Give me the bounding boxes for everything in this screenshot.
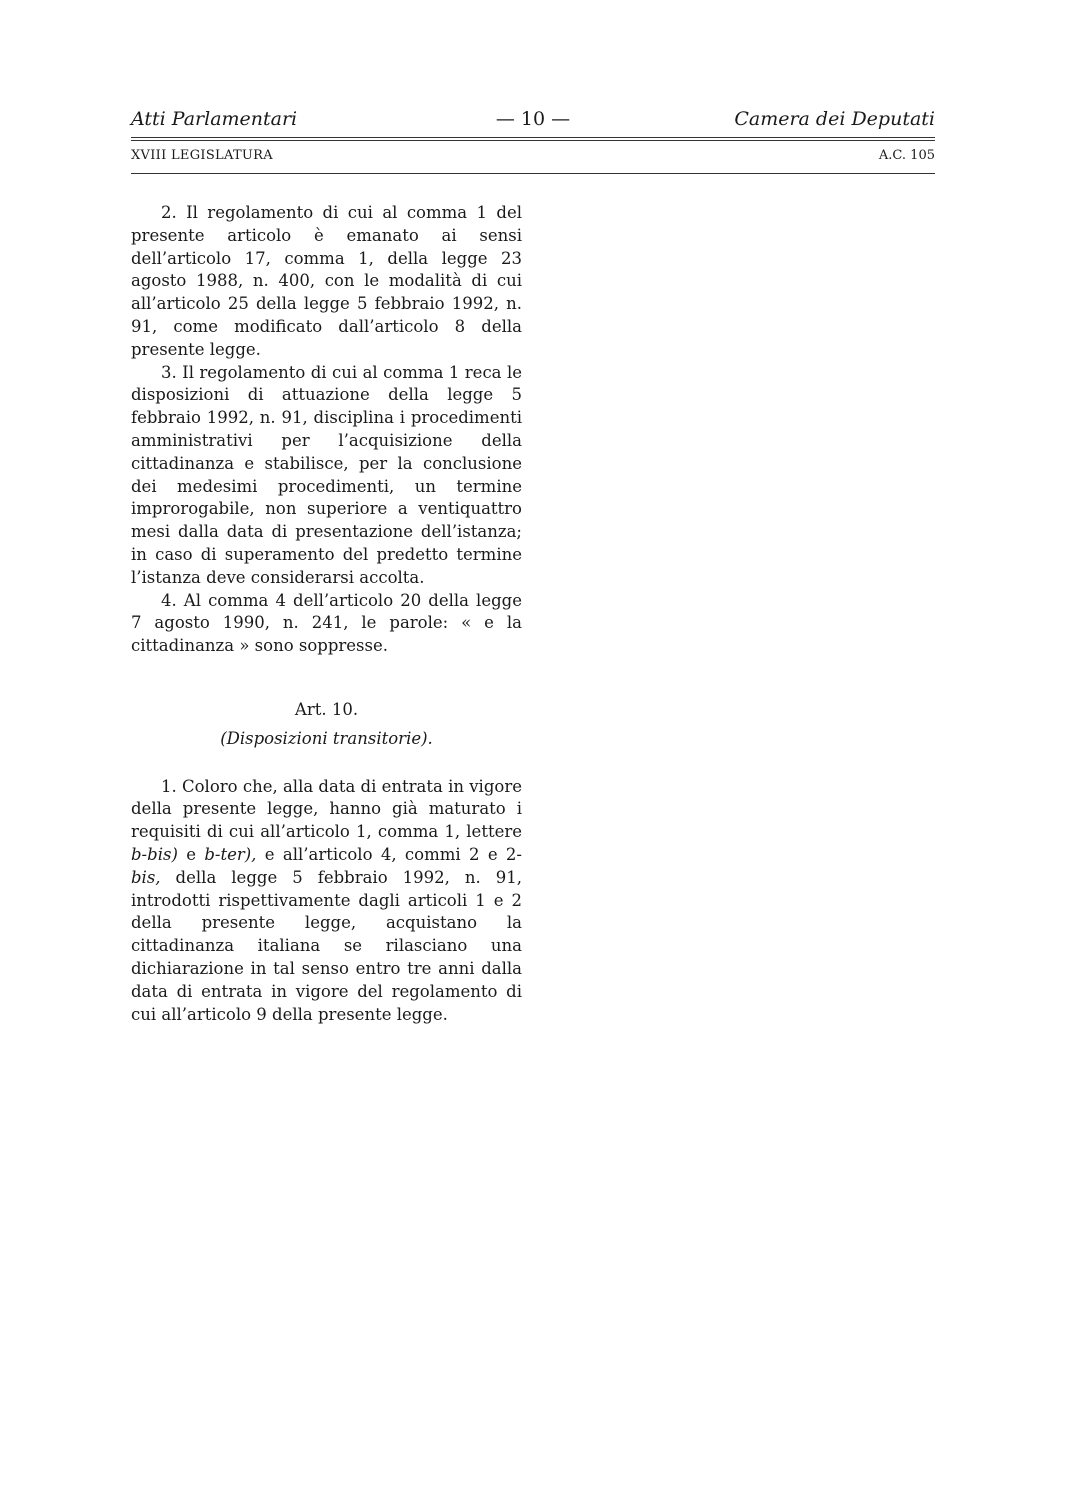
header-rule-bottom [131, 173, 935, 174]
article-subtitle: (Disposizioni transitorie). [220, 728, 433, 748]
article-body-italic: b-ter), [204, 844, 257, 864]
article-body-text: e all’articolo 4, commi 2 e 2- [256, 844, 522, 864]
page-subheader [131, 148, 935, 168]
article-body-text: e [177, 844, 205, 864]
paragraph-3: 3. Il regolamento di cui al comma 1 reca le disposizioni di attuazione della legge 5 febbraio 1992, n. 91, disciplina i procedimenti amministrativi per l’acquisizione della cittadinanza e stabilisce, per la conclusione dei medesimi procedimenti, un termine improrogabile, non superiore a ventiquattro mesi dalla data di presentazione dell’istanza; in caso di superamento del predetto termine l’istanza deve considerarsi accolta. [131, 362, 522, 587]
article-paragraph-1 [131, 776, 522, 1027]
paragraph-4: 4. Al comma 4 dell’articolo 20 della legge 7 agosto 1990, n. 241, le parole: « e la cittadinanza » sono soppresse. [131, 590, 522, 656]
paragraph-2: 2. Il regolamento di cui al comma 1 del presente articolo è emanato ai sensi dell’articolo 17, comma 1, della legge 23 agosto 1988, n. 400, con le modalità di cui all’articolo 25 della legge 5 febbraio 1992, n. 91, come modificato dall’articolo 8 della presente legge. [131, 203, 522, 359]
header-rule-top [131, 137, 935, 138]
article-heading: Art. 10. [294, 699, 359, 719]
article-body-italic: bis, [131, 867, 161, 887]
header-chamber-title: Camera dei Deputati [734, 108, 935, 130]
article-body-italic: b-bis) [131, 844, 178, 864]
article-body-text: 1. Coloro che, alla data di entrata in vigore della presente legge, hanno già maturato i requisiti di cui all’articolo 1, comma 1, lettere [131, 776, 522, 842]
page-number: — 10 — [495, 108, 571, 130]
text-column [131, 202, 522, 1026]
header-publication-title: Atti Parlamentari [131, 108, 298, 130]
legislature-label: XVIII LEGISLATURA [131, 148, 273, 163]
article-body-text: della legge 5 febbraio 1992, n. 91, introdotti rispettivamente dagli articoli 1 e 2 della presente legge, acquistano la cittadinanza italiana se rilasciano una dichiarazione in tal senso entro tre anni dalla data di entrata in vigore del regolamento di cui all’articolo 9 della presente legge. [131, 867, 522, 1024]
page-header [131, 108, 935, 136]
bill-number: A.C. 105 [878, 148, 935, 163]
header-rule-double [131, 140, 935, 141]
